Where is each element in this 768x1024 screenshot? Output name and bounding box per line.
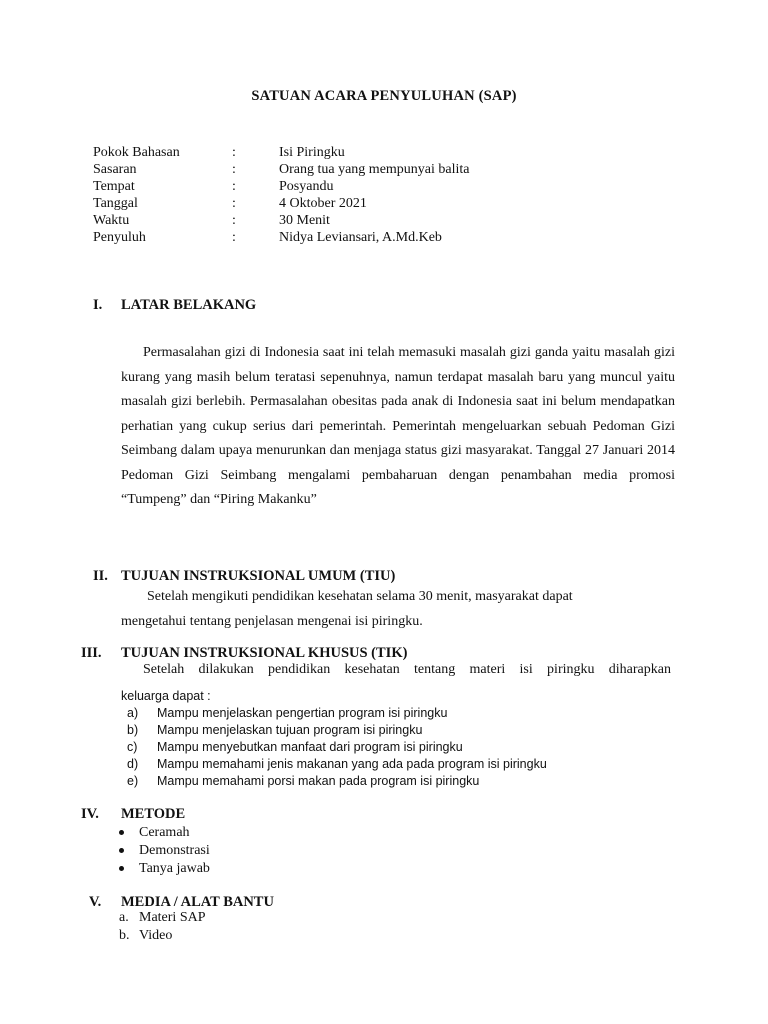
list-marker: b) xyxy=(127,723,139,737)
info-value: 4 Oktober 2021 xyxy=(279,196,367,211)
section-number: IV. xyxy=(81,806,99,822)
info-value: Isi Piringku xyxy=(279,145,345,160)
tiu-text-line: mengetahui tentang penjelasan mengenai isi piringku. xyxy=(121,614,423,629)
list-text: Video xyxy=(139,928,173,943)
info-colon: : xyxy=(232,196,236,211)
bullet-icon xyxy=(119,848,124,853)
list-marker: d) xyxy=(127,757,139,771)
section-number: II. xyxy=(93,568,108,584)
info-label: Tempat xyxy=(93,179,135,194)
list-marker: b. xyxy=(119,928,130,943)
list-text: Mampu memahami porsi makan pada program isi piringku xyxy=(157,774,480,788)
document-title: SATUAN ACARA PENYULUHAN (SAP) xyxy=(251,88,517,104)
list-marker: a. xyxy=(119,910,129,925)
section-number: V. xyxy=(89,894,102,910)
info-value: Nidya Leviansari, A.Md.Keb xyxy=(279,230,442,245)
info-value: Orang tua yang mempunyai balita xyxy=(279,162,470,177)
tik-intro-continuation: keluarga dapat : xyxy=(121,689,211,703)
list-marker: c) xyxy=(127,740,138,754)
info-label: Sasaran xyxy=(93,162,137,177)
info-colon: : xyxy=(232,230,236,245)
tiu-text-line: Setelah mengikuti pendidikan kesehatan selama 30 menit, masyarakat dapat xyxy=(147,589,573,604)
info-label: Waktu xyxy=(93,213,130,228)
info-label: Tanggal xyxy=(93,196,138,211)
section-heading-tik: TUJUAN INSTRUKSIONAL KHUSUS (TIK) xyxy=(121,645,408,661)
list-text: Mampu memahami jenis makanan yang ada pada program isi piringku xyxy=(157,757,547,771)
info-colon: : xyxy=(232,162,236,177)
list-text: Mampu menjelaskan tujuan program isi piringku xyxy=(157,723,423,737)
bullet-icon xyxy=(119,830,124,835)
list-marker: e) xyxy=(127,774,139,788)
section-heading-tiu: TUJUAN INSTRUKSIONAL UMUM (TIU) xyxy=(121,568,396,584)
list-text: Mampu menjelaskan pengertian program isi piringku xyxy=(157,706,448,720)
info-label: Penyuluh xyxy=(93,230,146,245)
tik-intro-text: Setelah dilakukan pendidikan kesehatan tentang materi isi piringku diharapkan xyxy=(143,662,671,677)
latar-belakang-paragraph: Permasalahan gizi di Indonesia saat ini telah memasuki masalah gizi ganda yaitu masalah gizi kurang yang masih belum teratasi sepenuhnya, namun terdapat masalah baru yang muncul yaitu masalah gizi berlebih. Permasalahan obesitas pada anak di Indonesia saat ini belum mendapatkan perhatian yang cukup serius dari pemerintah. Pemerintah mengeluarkan sebuah Pedoman Gizi Seimbang dalam upaya menurunkan dan menjaga status gizi masyarakat. Tanggal 27 Januari 2014 Pedoman Gizi Seimbang mengalami pembaharuan dengan penambahan media promosi “Tumpeng” dan “Piring Makanku” xyxy=(121,345,675,507)
info-label: Pokok Bahasan xyxy=(93,145,180,160)
list-text: Tanya jawab xyxy=(139,861,210,876)
bullet-icon xyxy=(119,866,124,871)
info-colon: : xyxy=(232,145,236,160)
info-value: Posyandu xyxy=(279,179,334,194)
info-colon: : xyxy=(232,179,236,194)
section-heading-metode: METODE xyxy=(121,806,186,822)
list-marker: a) xyxy=(127,706,139,720)
list-text: Ceramah xyxy=(139,825,190,840)
list-text: Mampu menyebutkan manfaat dari program isi piringku xyxy=(157,740,463,754)
list-text: Demonstrasi xyxy=(139,843,210,858)
section-number: I. xyxy=(93,297,103,313)
section-heading-latar-belakang: LATAR BELAKANG xyxy=(121,297,257,313)
info-value: 30 Menit xyxy=(279,213,330,228)
section-heading-media: MEDIA / ALAT BANTU xyxy=(121,894,274,910)
list-text: Materi SAP xyxy=(139,910,206,925)
section-number: III. xyxy=(81,645,102,661)
info-colon: : xyxy=(232,213,236,228)
